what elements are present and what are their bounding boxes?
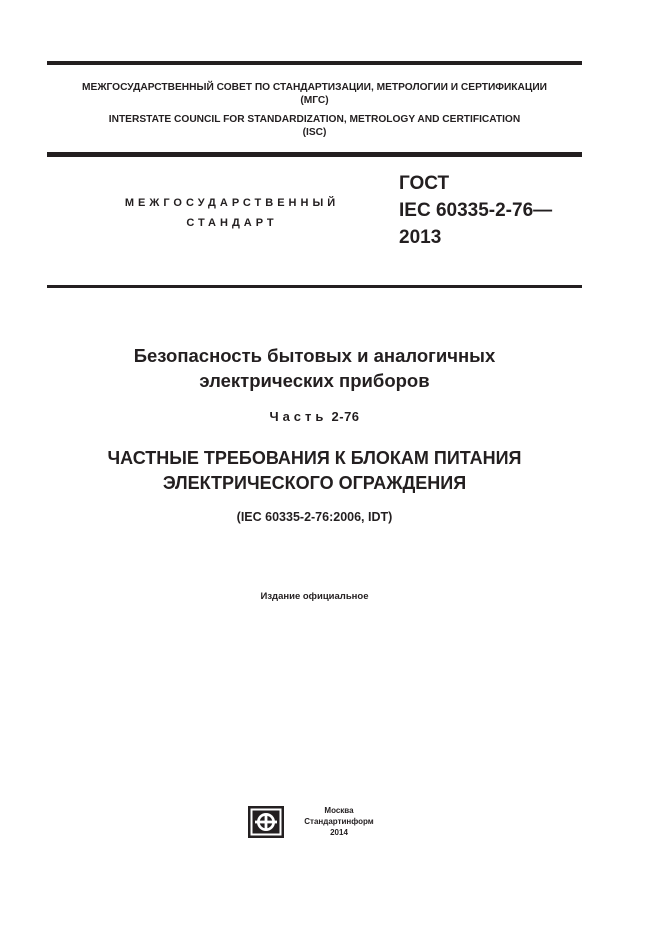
standard-type-line1: МЕЖГОСУДАРСТВЕННЫЙ (124, 197, 340, 209)
council-ru-line2: (МГС) (300, 95, 329, 106)
gost-number: IEC 60335-2-76— (399, 200, 553, 221)
middle-rule (47, 285, 582, 288)
top-rule-1 (47, 61, 582, 65)
top-rule-2 (47, 152, 582, 157)
document-subtitle (47, 446, 582, 496)
council-ru-line1: МЕЖГОСУДАРСТВЕННЫЙ СОВЕТ ПО СТАНДАРТИЗАЦИИ, МЕТРОЛОГИИ И СЕРТИФИКАЦИИ (82, 82, 547, 93)
title-line1: Безопасность бытовых и аналогичных (133, 345, 496, 366)
part-number: 2-76 (331, 409, 360, 424)
gost-designation (399, 170, 552, 251)
standard-type-line2: СТАНДАРТ (186, 217, 278, 229)
subtitle-line1: ЧАСТНЫЕ ТРЕБОВАНИЯ К БЛОКАМ ПИТАНИЯ (107, 448, 522, 468)
document-title (47, 343, 582, 393)
publisher-city: Москва (324, 806, 354, 815)
edition-note: Издание официальное (260, 591, 369, 602)
part-word: Часть (269, 409, 328, 424)
council-ru (47, 81, 582, 107)
standartinform-logo-icon (248, 806, 284, 838)
source-standard: (IEC 60335-2-76:2006, IDT) (236, 510, 393, 524)
council-en-line1: INTERSTATE COUNCIL FOR STANDARDIZATION, METROLOGY AND CERTIFICATION (108, 114, 521, 125)
council-en (47, 113, 582, 139)
subtitle-line2: ЭЛЕКТРИЧЕСКОГО ОГРАЖДЕНИЯ (162, 473, 467, 493)
standard-type (112, 193, 352, 233)
council-en-line2: (ISC) (302, 127, 327, 138)
title-line2: электрических приборов (199, 370, 430, 391)
part-heading (47, 409, 582, 424)
gost-label: ГОСТ (399, 173, 450, 194)
gost-year: 2013 (399, 227, 442, 248)
publisher-imprint (299, 805, 379, 838)
publisher-year: 2014 (330, 828, 348, 837)
publisher-name: Стандартинформ (304, 817, 374, 826)
